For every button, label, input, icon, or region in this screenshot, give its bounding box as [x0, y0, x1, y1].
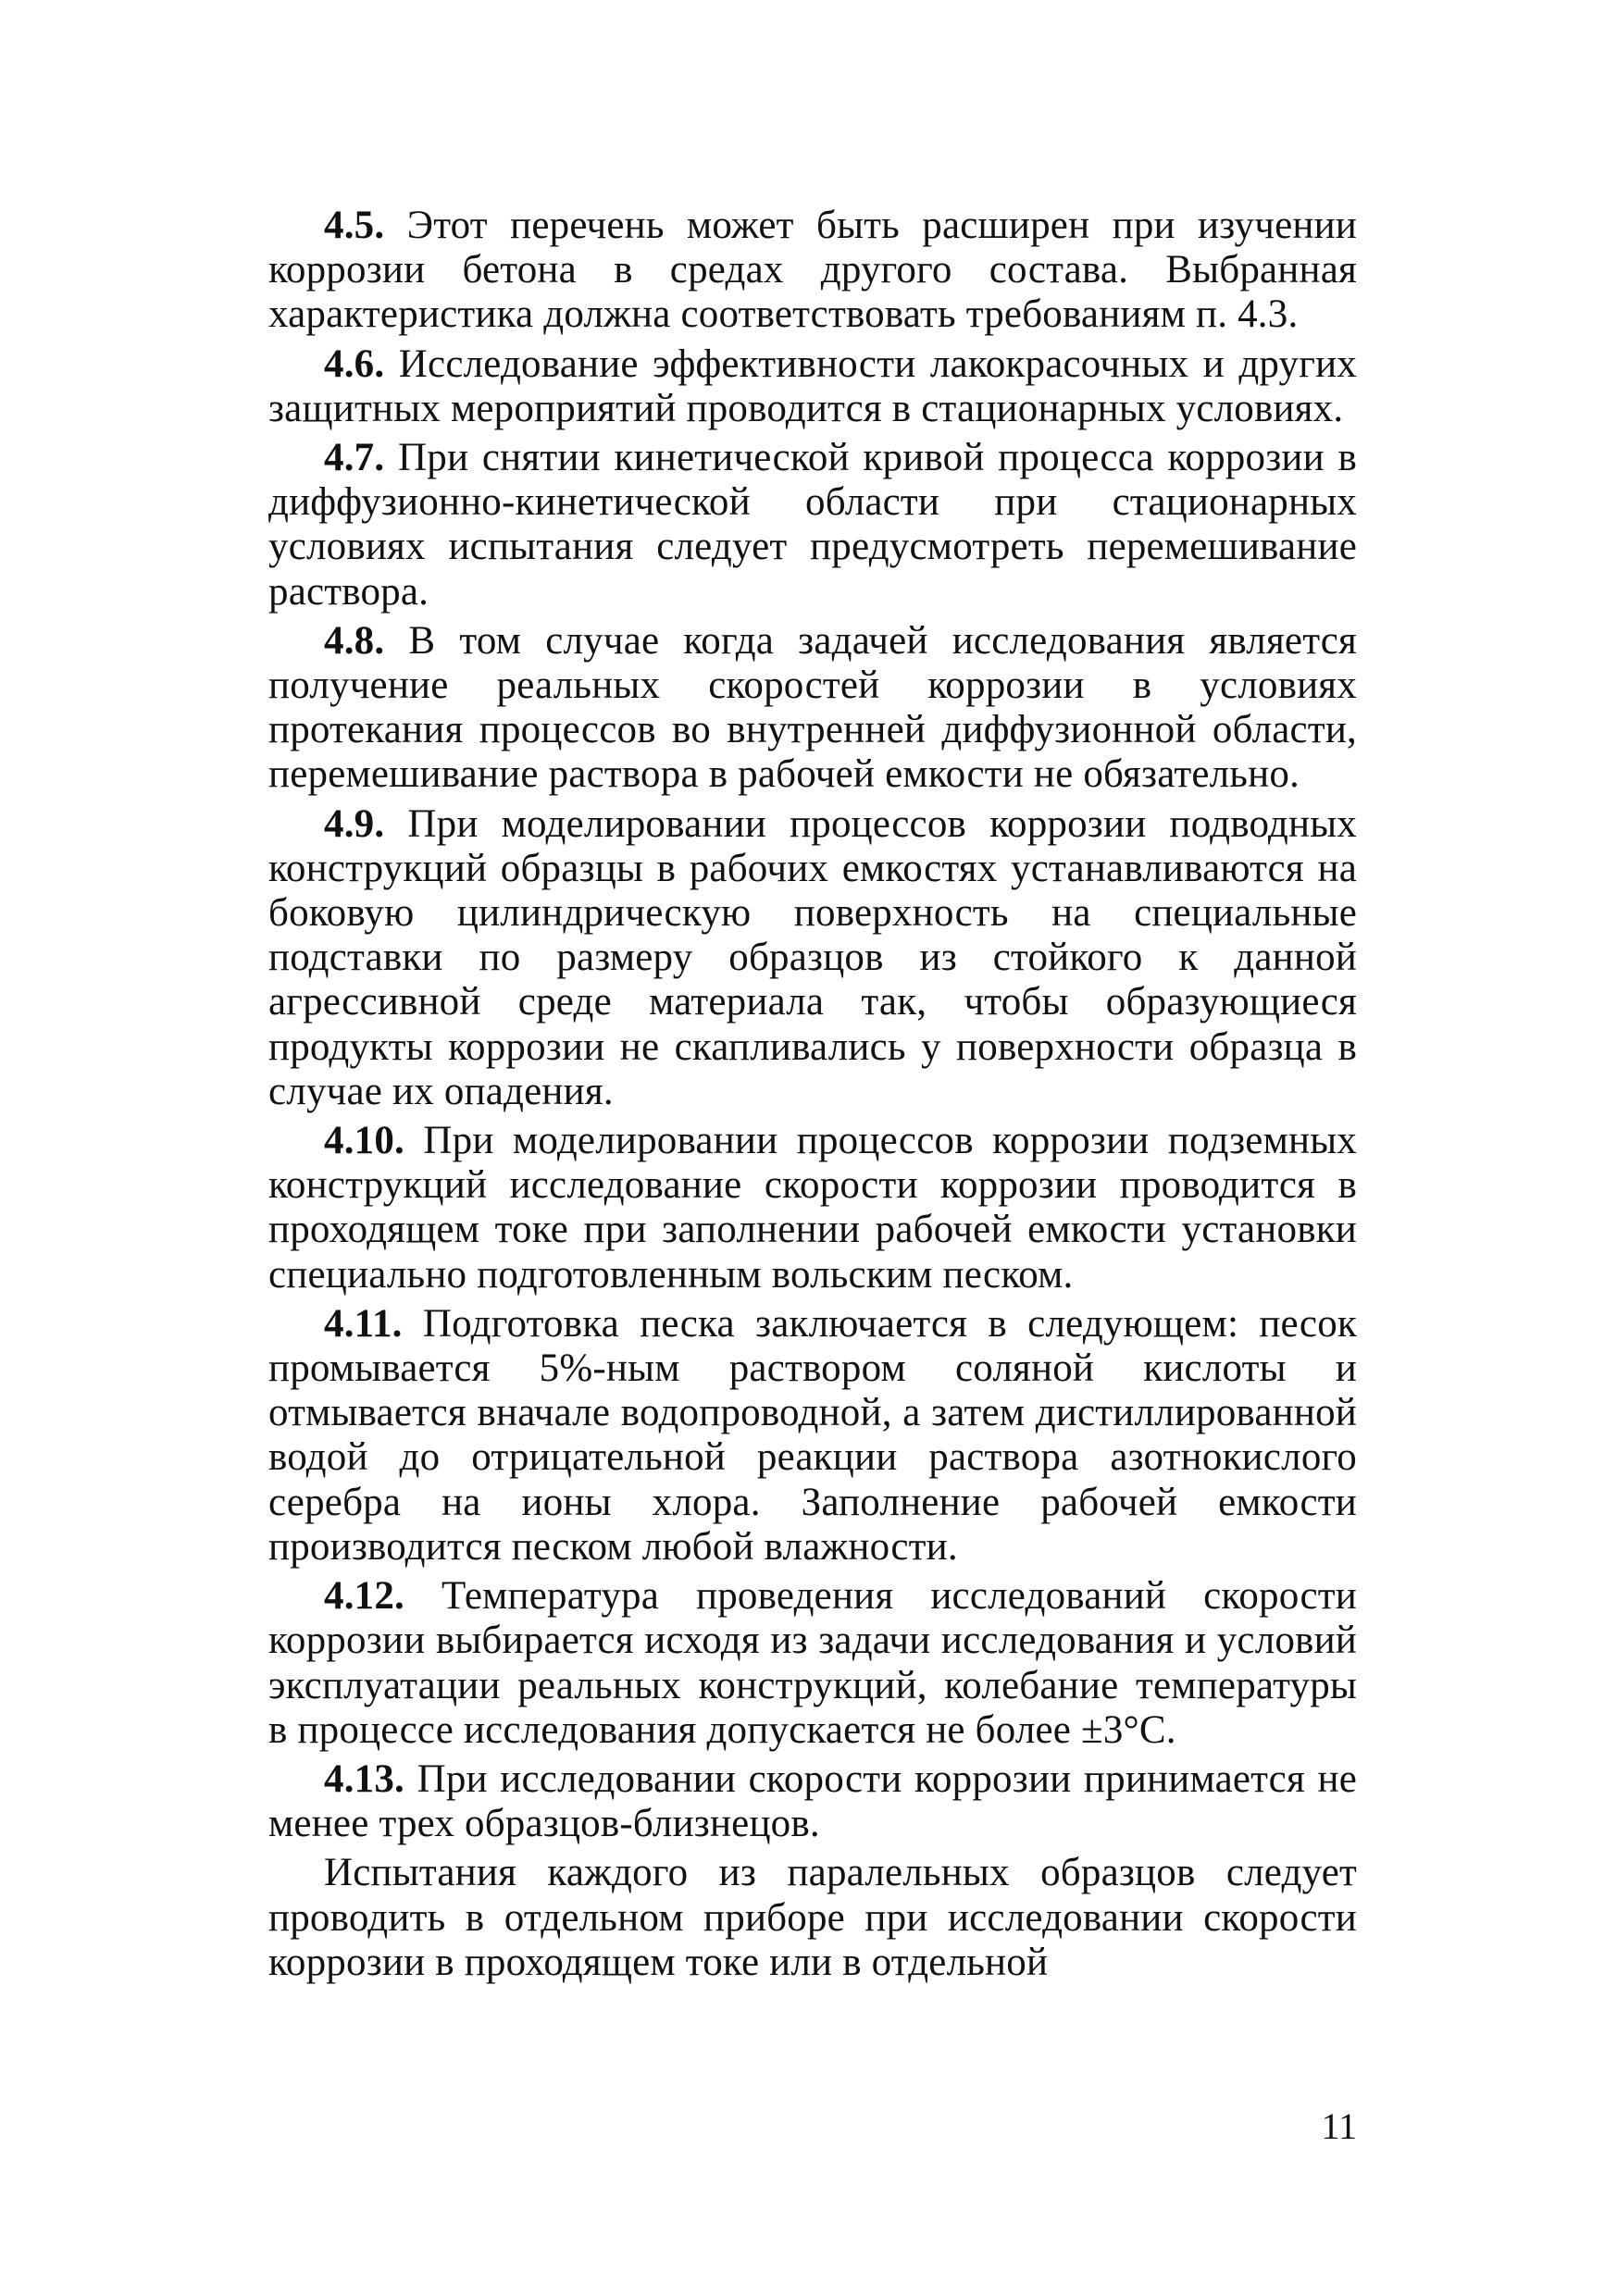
paragraph-4-7 [268, 436, 1357, 614]
clause-text: При снятии кинетической кривой процесса коррозии в диффузионно-кинетической области при стационарных условиях испытания следует предусмотреть перемешивание раствора. [268, 436, 1357, 614]
page-number: 11 [1321, 2105, 1357, 2147]
clause-number: 4.12. [324, 1574, 404, 1619]
clause-text: При исследовании скорости коррозии принимается не менее трех образцов-близнецов. [268, 1756, 1357, 1846]
clause-number: 4.8. [324, 618, 385, 663]
paragraph-4-12 [268, 1574, 1357, 1753]
clause-text: Исследование эффективности лакокрасочных и других защитных мероприятий проводится в стационарных условиях. [268, 341, 1358, 430]
paragraph-4-9 [268, 802, 1357, 1114]
clause-text: Испытания каждого из паралельных образцов следует проводить в отдельном приборе при исследовании скорости коррозии в проходящем токе или в отдельной [268, 1851, 1357, 1984]
body-text [268, 204, 1357, 1990]
paragraph-4-8 [268, 619, 1357, 798]
clause-number: 4.11. [324, 1301, 403, 1346]
clause-text: Подготовка песка заключается в следующем: песок промывается 5%-ным раствором соляной кислоты и отмывается вначале водопроводной, а затем дистиллированной водой до отрицательной реакции раствора азотнокислого серебра на ионы хлора. Заполнение рабочей емкости производится песком любой влажности. [268, 1301, 1357, 1569]
clause-text: Этот перечень может быть расширен при изучении коррозии бетона в средах другого состава. Выбранная характеристика должна соответствовать требованиям п. 4.3. [268, 204, 1357, 337]
paragraph-4-13 [268, 1757, 1357, 1846]
paragraph-continuation [268, 1851, 1357, 1985]
paragraph-4-11 [268, 1302, 1357, 1570]
clause-text: Температура проведения исследований скорости коррозии выбирается исходя из задачи исследования и условий эксплуатации реальных конструкций, колебание температуры в процессе исследования допускается не более ±3°C. [268, 1574, 1357, 1752]
clause-number: 4.5. [324, 204, 385, 247]
clause-number: 4.7. [324, 436, 385, 480]
clause-number: 4.10. [324, 1119, 404, 1163]
clause-text: В том случае когда задачей исследования является получение реальных скоростей коррозии в условиях протекания процессов во внутренней диффузионной области, перемешивание раствора в рабочей емкости не обязательно. [268, 618, 1357, 797]
clause-text: При моделировании процессов коррозии подводных конструкций образцы в рабочих емкостях устанавливаются на боковую цилиндрическую поверхность на специальные подставки по размеру образцов из стойкого к данной агрессивной среде материала так, чтобы образующиеся продукты коррозии не скапливались у поверхности образца в случае их опадения. [268, 801, 1357, 1113]
clause-text: При моделировании процессов коррозии подземных конструкций исследование скорости коррозии проводится в проходящем токе при заполнении рабочей емкости установки специально подготовленным вольским песком. [268, 1119, 1357, 1297]
paragraph-4-10 [268, 1119, 1357, 1297]
clause-number: 4.6. [324, 341, 385, 386]
clause-number: 4.13. [324, 1756, 404, 1801]
clause-number: 4.9. [324, 801, 385, 846]
paragraph-4-6 [268, 342, 1357, 431]
paragraph-4-5 [268, 204, 1357, 338]
